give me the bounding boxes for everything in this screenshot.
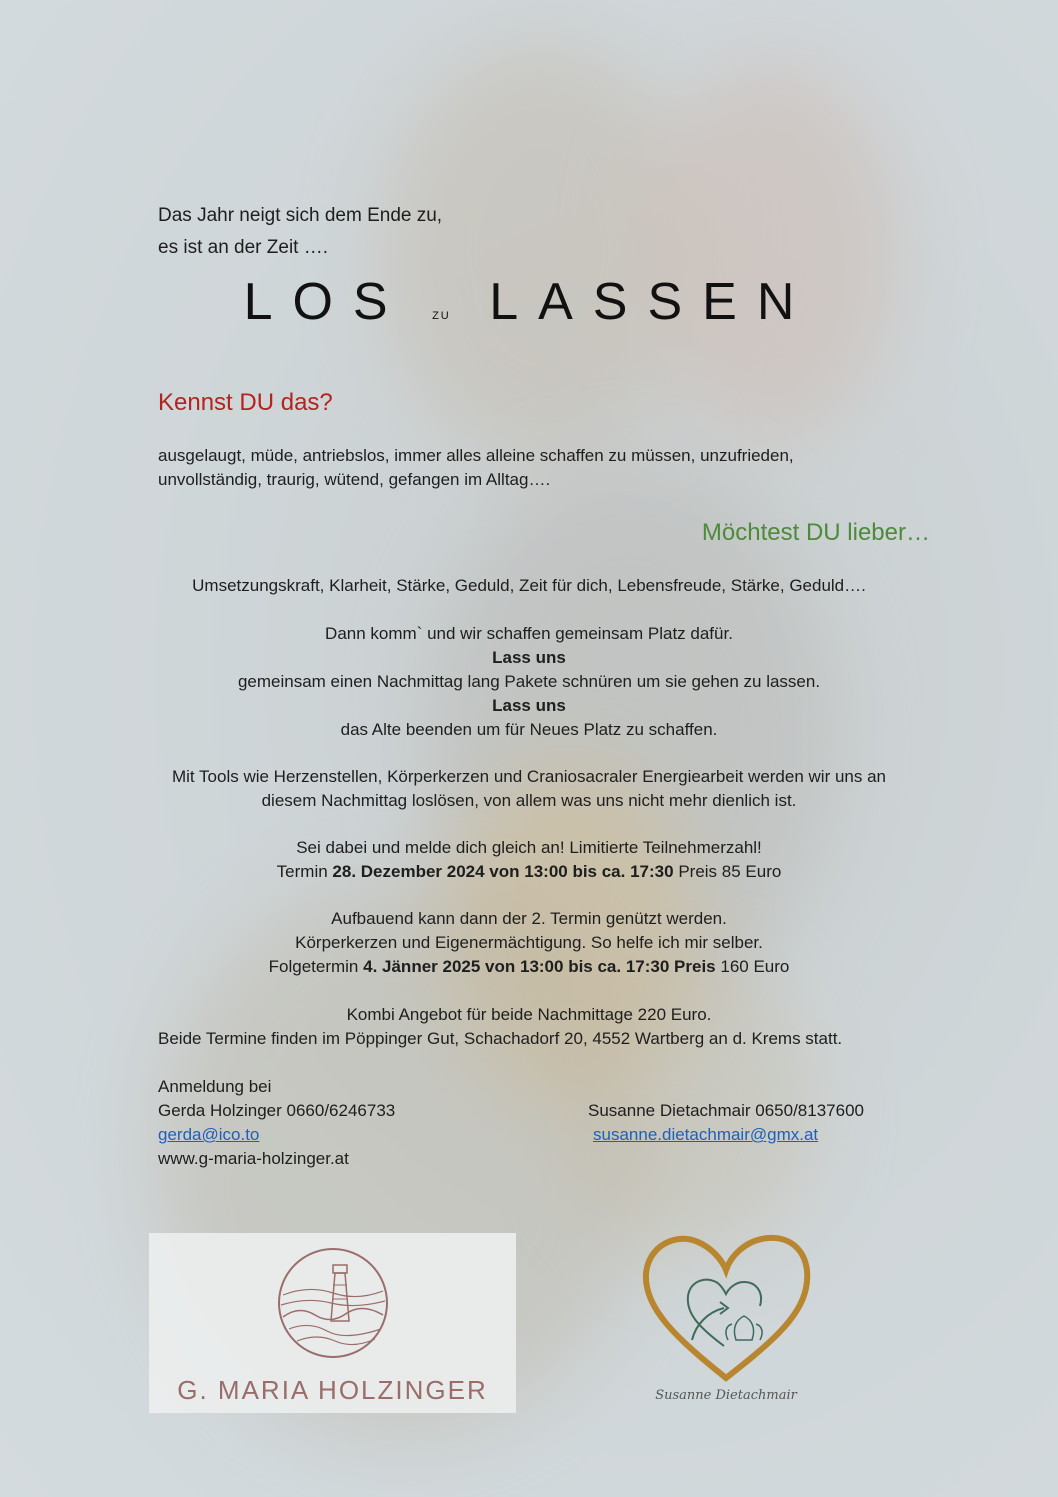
moechtest-heading: Möchtest DU lieber… xyxy=(701,519,930,546)
symptoms-line-2: unvollständig, traurig, wütend, gefangen im Alltag…. xyxy=(158,470,551,489)
folgetermin-block xyxy=(0,907,1058,979)
symptoms-text xyxy=(158,444,794,492)
invite-block xyxy=(0,622,1058,742)
invite-line-4: Lass uns xyxy=(492,696,566,715)
symptoms-line-1: ausgelaugt, müde, antriebslos, immer alles alleine schaffen zu müssen, unzufrieden, xyxy=(158,446,794,465)
logo-g-maria-holzinger xyxy=(149,1233,516,1413)
kombi-line-2: Beide Termine finden im Pöppinger Gut, Schachadorf 20, 4552 Wartberg an d. Krems statt. xyxy=(158,1029,843,1048)
lighthouse-emblem-icon xyxy=(149,1233,516,1373)
contact-left xyxy=(158,1075,395,1171)
tools-line-2: diesem Nachmittag loslösen, von allem was uns nicht mehr dienlich ist. xyxy=(261,791,797,810)
intro-line-1: Das Jahr neigt sich dem Ende zu, xyxy=(158,205,443,226)
invite-line-5: das Alte beenden um für Neues Platz zu schaffen. xyxy=(340,720,718,739)
intro-text xyxy=(158,200,442,264)
logo-susanne-dietachmair xyxy=(636,1228,816,1413)
tools-block xyxy=(0,765,1058,813)
title-part-2: LASSEN xyxy=(489,273,815,331)
termin-line-2: Termin 28. Dezember 2024 von 13:00 bis ca. 17:30 Preis 85 Euro xyxy=(276,862,782,881)
termin-block xyxy=(0,836,1058,884)
termin-line-1: Sei dabei und melde dich gleich an! Limitierte Teilnehmerzahl! xyxy=(296,838,762,857)
folge-line-3: Folgetermin 4. Jänner 2025 von 13:00 bis ca. 17:30 Preis 160 Euro xyxy=(268,957,790,976)
folge-line-2: Körperkerzen und Eigenermächtigung. So helfe ich mir selber. xyxy=(295,933,763,952)
kennst-heading: Kennst DU das? xyxy=(158,389,333,416)
invite-line-2: Lass uns xyxy=(492,648,566,667)
contact-right-email-wrap xyxy=(593,1123,818,1147)
heart-lotus-icon xyxy=(636,1228,816,1388)
title-part-1: LOS xyxy=(243,273,408,331)
contact-right-email-link[interactable]: susanne.dietachmair@gmx.at xyxy=(593,1125,819,1144)
contact-right-name: Susanne Dietachmair 0650/8137600 xyxy=(588,1101,864,1120)
wishes-text: Umsetzungskraft, Klarheit, Stärke, Geduld, Zeit für dich, Lebensfreude, Stärke, Geduld…. xyxy=(192,576,866,595)
contact-heading: Anmeldung bei xyxy=(158,1077,272,1096)
folge-line-1: Aufbauend kann dann der 2. Termin genützt werden. xyxy=(331,909,727,928)
tools-line-1: Mit Tools wie Herzenstellen, Körperkerzen und Craniosacraler Energiearbeit werden wir uns an xyxy=(171,767,887,786)
page-title xyxy=(0,273,1058,331)
contact-left-name: Gerda Holzinger 0660/6246733 xyxy=(158,1101,396,1120)
invite-line-1: Dann komm` und wir schaffen gemeinsam Platz dafür. xyxy=(325,624,733,643)
intro-line-2: es ist an der Zeit …. xyxy=(158,237,329,258)
invite-line-3: gemeinsam einen Nachmittag lang Pakete schnüren um sie gehen zu lassen. xyxy=(237,672,821,691)
title-small-word: ZU xyxy=(432,310,451,322)
contact-left-email-link[interactable]: gerda@ico.to xyxy=(158,1125,260,1144)
contact-left-web: www.g-maria-holzinger.at xyxy=(158,1149,349,1168)
logo-right-text: Susanne Dietachmair xyxy=(655,1388,797,1403)
logo-left-text: G. MARIA HOLZINGER xyxy=(177,1375,488,1405)
kombi-line-1: Kombi Angebot für beide Nachmittage 220 Euro. xyxy=(346,1005,712,1024)
